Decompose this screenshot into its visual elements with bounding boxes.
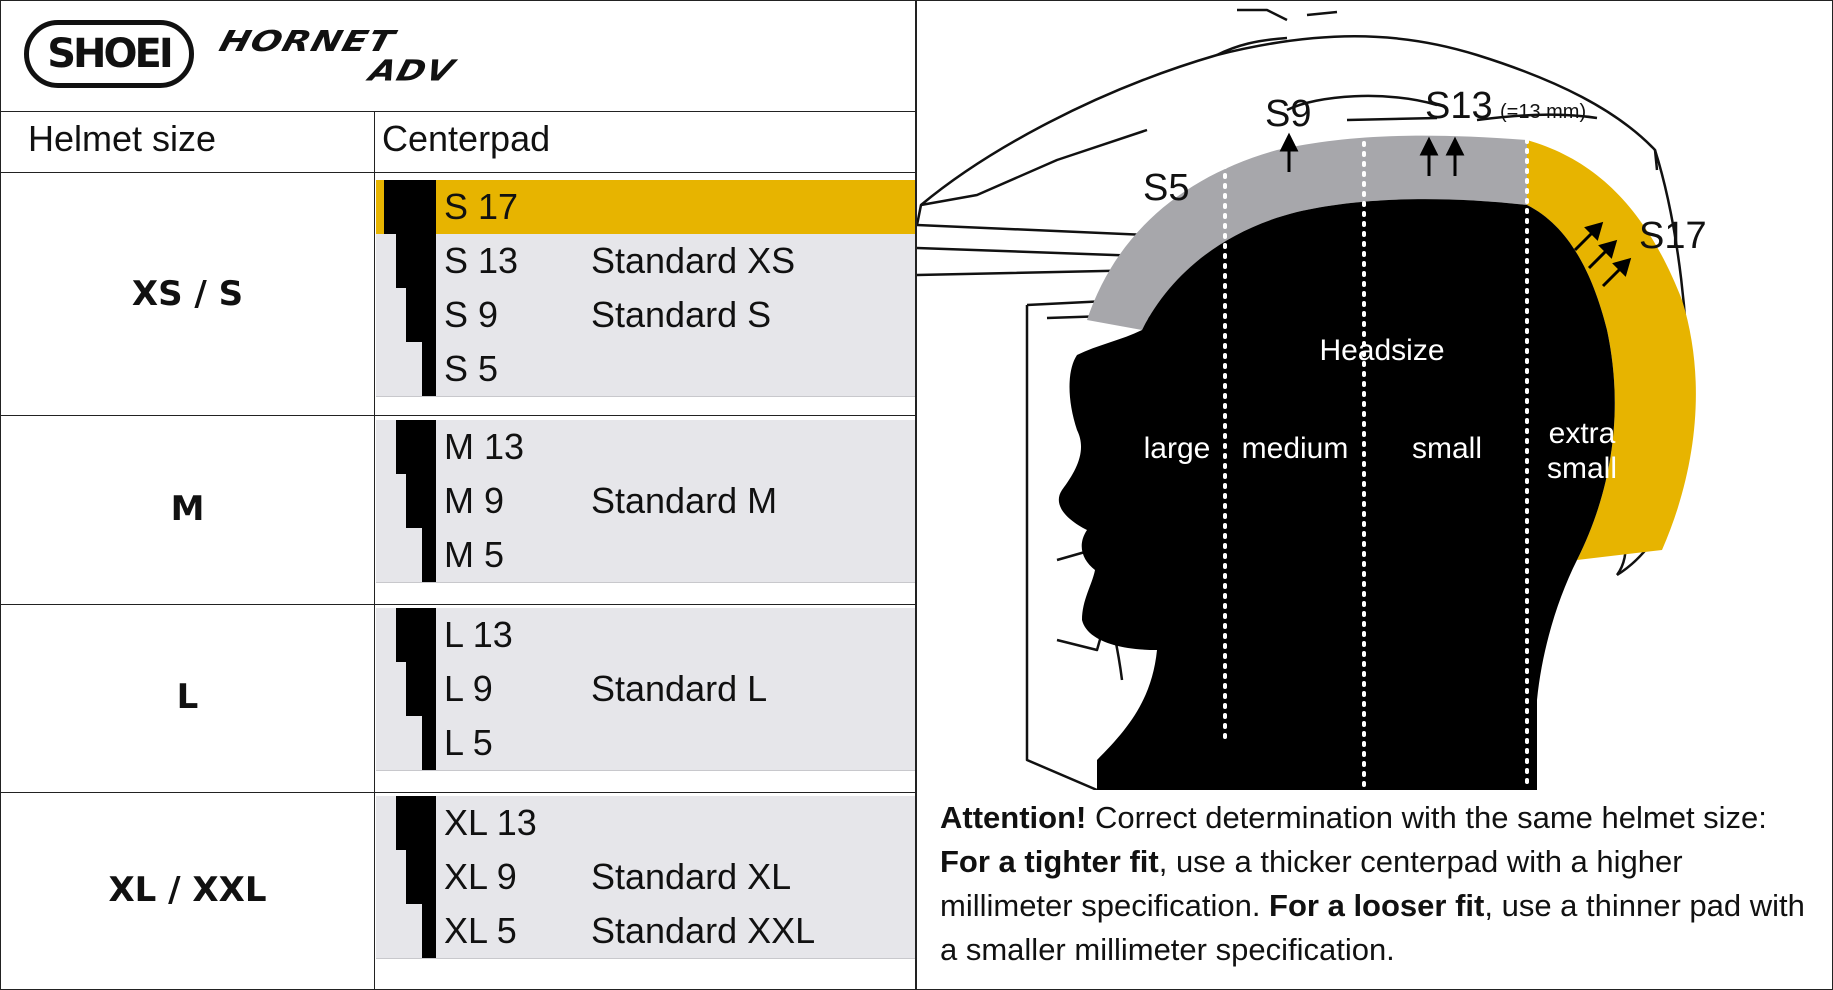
label-medium: medium (1241, 432, 1349, 465)
pad-thickness-bar (396, 608, 436, 662)
tighter-fit-label: For a tighter fit (940, 844, 1159, 879)
attention-note (940, 796, 1820, 972)
label-large: large (1143, 432, 1211, 465)
standard-size-label: Standard XXL (591, 910, 816, 951)
attention-label: Attention! (940, 800, 1087, 835)
label-s5: S5 (1143, 167, 1190, 209)
helmet-size-label: XS / S (131, 274, 244, 314)
standard-size-label: Standard S (591, 294, 772, 335)
centerpad-name: XL 9 (444, 856, 517, 897)
centerpad-row (376, 850, 916, 904)
helmet-diagram (917, 0, 1833, 790)
label-extra-small: small (1546, 452, 1618, 485)
pad-thickness-bar (406, 662, 436, 716)
centerpad-name: L 13 (444, 614, 513, 655)
centerpad-row (376, 234, 916, 288)
label-small: small (1411, 432, 1483, 465)
helmet-size-label: L (176, 676, 199, 717)
model-logo-line1: HORNET (215, 25, 399, 58)
label-headsize: Headsize (1319, 334, 1445, 367)
centerpad-row (376, 288, 916, 342)
centerpad-row (376, 608, 916, 662)
centerpad-name: L 9 (444, 668, 493, 709)
label-s9: S9 (1265, 93, 1312, 135)
label-s13-note: (=13 mm) (1500, 101, 1587, 123)
centerpad-name: S 13 (444, 240, 519, 281)
centerpad-row (376, 662, 916, 716)
label-s13: S13 (1425, 85, 1493, 127)
centerpad-name: S 5 (444, 348, 499, 389)
label-s17: S17 (1639, 215, 1707, 257)
attention-text-3: , use a thinner pad with a smaller millimeter specification. (940, 888, 1805, 967)
centerpad-row (376, 716, 916, 770)
centerpad-row (376, 420, 916, 474)
pad-thickness-bar (406, 850, 436, 904)
group-divider (0, 604, 915, 605)
attention-text-2: , use a thicker centerpad with a higher millimeter specification. (940, 844, 1683, 923)
pad-thickness-bar (396, 234, 436, 288)
centerpad-name: M 13 (444, 426, 525, 467)
centerpad-name: M 5 (444, 534, 505, 575)
standard-size-label: Standard L (591, 668, 768, 709)
model-logo (215, 24, 550, 88)
group-divider (0, 415, 915, 416)
shoei-logo (24, 20, 194, 88)
centerpad-name: M 9 (444, 480, 505, 521)
pad-thickness-bar (422, 904, 436, 958)
pad-thickness-bar (384, 180, 436, 234)
helmet-size-label: XL / XXL (108, 870, 267, 910)
centerpad-row (376, 474, 916, 528)
centerpad-row (376, 796, 916, 850)
centerpad-row (376, 528, 916, 582)
standard-size-label: Standard M (591, 480, 778, 521)
pad-thickness-bar (406, 474, 436, 528)
centerpad-row (376, 904, 916, 958)
looser-fit-label: For a looser fit (1269, 888, 1485, 923)
attention-text-1: Correct determination with the same helmet size: (1086, 800, 1767, 835)
pad-thickness-bar (396, 796, 436, 850)
label-extra: extra (1548, 417, 1616, 450)
model-logo-line2: ADV (365, 54, 459, 88)
pad-thickness-bar (422, 528, 436, 582)
centerpad-name: L 5 (444, 722, 493, 763)
shoei-logo-text: SHOEI (47, 31, 171, 77)
header (0, 0, 915, 111)
pad-thickness-bar (406, 288, 436, 342)
centerpad-row (376, 180, 916, 234)
pad-thickness-bar (396, 420, 436, 474)
centerpad-name: S 17 (444, 186, 519, 227)
pad-thickness-bar (422, 716, 436, 770)
column-header-helmet-size: Helmet size (28, 118, 217, 159)
standard-size-label: Standard XL (591, 856, 792, 897)
centerpad-name: XL 13 (444, 802, 537, 843)
centerpad-name: XL 5 (444, 910, 517, 951)
group-divider (0, 792, 915, 793)
column-header-centerpad: Centerpad (382, 118, 551, 159)
centerpad-name: S 9 (444, 294, 499, 335)
pad-thickness-bar (422, 342, 436, 396)
header-divider (0, 111, 915, 112)
centerpad-row (376, 342, 916, 396)
column-header-divider (0, 172, 915, 173)
column-divider (374, 111, 375, 990)
helmet-size-label: M (170, 488, 205, 529)
standard-size-label: Standard XS (591, 240, 796, 281)
